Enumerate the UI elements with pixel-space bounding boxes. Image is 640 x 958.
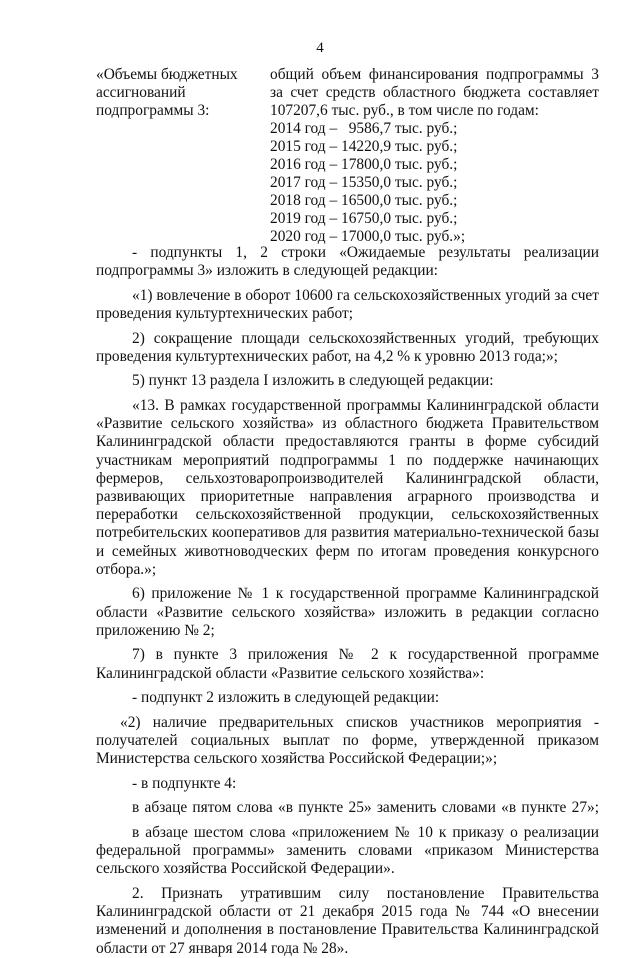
body-line: 7) в пункте 3 приложения № 2 к государственной программе: [132, 646, 599, 663]
body-line: приложению № 2;: [96, 622, 215, 639]
budget-year-line: 2020 год – 17000,0 тыс. руб.»;: [270, 228, 466, 245]
body-line: Калининградской области предоставляются гранты в форме субсидий: [96, 433, 599, 450]
body-line: проведения культуртехнических работ;: [96, 305, 354, 322]
body-line: и семейных животноводческих ферм по итогам проведения конкурсного: [96, 543, 599, 560]
page-number: 4: [316, 40, 324, 56]
body-line: переработки сельскохозяйственной продукции, сельскохозяйственных: [96, 506, 599, 523]
body-line: «Развитие сельского хозяйства» из областного бюджета Правительством: [96, 415, 599, 432]
body-line: 5) пункт 13 раздела I изложить в следующей редакции:: [132, 372, 494, 389]
body-line: подпрограммы 3» изложить в следующей редакции:: [96, 262, 438, 279]
body-line: 2. Признать утратившим силу постановление Правительства: [132, 885, 599, 902]
budget-value-line: 107207,6 тыс. руб., в том числе по годам:: [270, 102, 539, 119]
body-line: в абзаце пятом слова «в пункте 25» заменить словами «в пункте 27»;: [132, 799, 599, 816]
budget-value-line: общий объем финансирования подпрограммы 3: [270, 66, 599, 83]
body-line: получателей социальных выплат по форме, утвержденной приказом: [96, 732, 599, 749]
body-line: области «Развитие сельского хозяйства» изложить в редакции согласно: [96, 604, 599, 621]
budget-value-line: за счет средств областного бюджета составляет: [270, 84, 599, 101]
budget-label-line: «Объемы бюджетных: [96, 66, 238, 83]
body-line: сельского хозяйства Российской Федерации».: [96, 860, 395, 877]
budget-year-line: 2016 год – 17800,0 тыс. руб.;: [270, 156, 458, 173]
body-line: в абзаце шестом слова «приложением № 10 к приказу о реализации: [132, 824, 599, 841]
body-line: области от 27 января 2014 года № 28».: [96, 940, 349, 957]
body-line: - в подпункте 4:: [132, 775, 237, 792]
body-line: - подпункт 2 изложить в следующей редакции:: [132, 689, 440, 706]
body-line: Министерства сельского хозяйства Российской Федерации;»;: [96, 750, 498, 767]
body-line: «1) вовлечение в оборот 10600 га сельскохозяйственных угодий за счет: [132, 287, 599, 304]
body-line: фермеров, сельхозтоваропроизводителей Калининградской области,: [96, 470, 599, 487]
body-line: Калининградской области от 21 декабря 2015 года № 744 «О внесении: [96, 903, 599, 920]
body-line: участникам мероприятий подпрограммы 1 по поддержке начинающих: [96, 452, 599, 469]
body-line: изменений и дополнения в постановление Правительства Калининградской: [96, 921, 599, 938]
body-line: потребительских кооперативов для развития материально-технической базы: [96, 524, 599, 541]
body-line: «13. В рамках государственной программы Калининградской области: [132, 397, 599, 414]
budget-year-line: 2019 год – 16750,0 тыс. руб.;: [270, 210, 458, 227]
body-line: отбора.»;: [96, 561, 157, 578]
body-line: развивающих приоритетные направления аграрного производства и: [96, 488, 599, 505]
body-line: 6) приложение № 1 к государственной программе Калининградской: [132, 585, 599, 602]
budget-year-line: 2014 год – 9586,7 тыс. руб.;: [270, 120, 458, 137]
budget-year-line: 2018 год – 16500,0 тыс. руб.;: [270, 192, 458, 209]
budget-year-line: 2015 год – 14220,9 тыс. руб.;: [270, 138, 458, 155]
body-line: Калининградской области «Развитие сельского хозяйства»:: [96, 665, 485, 682]
budget-label-line: ассигнований: [96, 84, 186, 101]
body-line: - подпункты 1, 2 строки «Ожидаемые результаты реализации: [132, 244, 599, 261]
body-line: 2) сокращение площади сельскохозяйственных угодий, требующих: [132, 330, 599, 347]
body-line: «2) наличие предварительных списков участников мероприятия -: [120, 714, 599, 731]
body-line: федеральной программы» заменить словами «приказом Министерства: [96, 842, 599, 859]
budget-year-line: 2017 год – 15350,0 тыс. руб.;: [270, 174, 458, 191]
body-line: проведения культуртехнических работ, на 4,2 % к уровню 2013 года;»;: [96, 348, 558, 365]
budget-label-line: подпрограммы 3:: [96, 102, 210, 119]
